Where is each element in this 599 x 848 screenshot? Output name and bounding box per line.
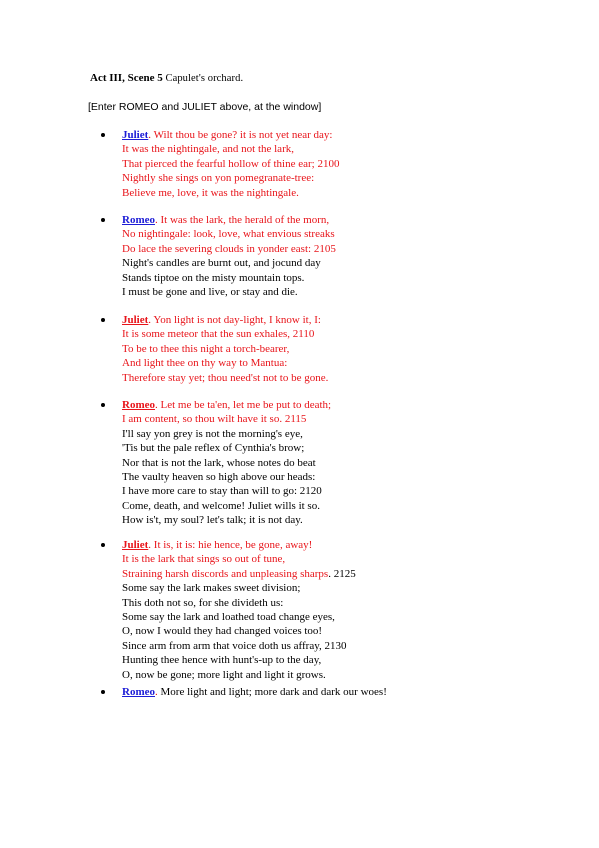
verse-line: I'll say yon grey is not the morning's eye,: [122, 427, 303, 440]
scene-location: Capulet's orchard.: [165, 73, 244, 84]
verse-line: Nor that is not the lark, whose notes do beat: [122, 456, 316, 469]
verse-line: Some say the lark makes sweet division;: [122, 582, 301, 595]
verse-line: It is the lark that sings so out of tune,: [122, 553, 286, 566]
speaker-period: .: [148, 539, 154, 551]
speaker-link[interactable]: Juliet: [122, 129, 149, 141]
verse-line: I must be gone and live, or stay and die.: [122, 286, 298, 299]
bullet-icon: [101, 133, 105, 137]
verse-line: I have more care to stay than will to go: 2120: [122, 485, 322, 498]
speech-romeo: [122, 398, 331, 528]
bullet-icon: [101, 543, 105, 547]
verse-line: Hunting thee hence with hunt's-up to the day,: [122, 654, 322, 667]
scene-heading: [90, 72, 243, 84]
verse-line: To be to thee this night a torch-bearer,: [122, 342, 290, 355]
speech-juliet: [122, 313, 328, 385]
speech-first-line: [122, 213, 336, 227]
speaker-period: .: [155, 686, 161, 698]
verse-line: Come, death, and welcome! Juliet wills it so.: [122, 499, 320, 512]
bullet-icon: [101, 218, 105, 222]
verse-line: O, now be gone; more light and light it grows.: [122, 668, 326, 681]
verse-line: Since arm from arm that voice doth us affray, 2130: [122, 639, 347, 652]
speaker-period: .: [155, 214, 161, 226]
bullet-icon: [101, 690, 105, 694]
speech-first-line: [122, 128, 339, 142]
speech-juliet: [122, 128, 339, 200]
speaker-period: .: [155, 399, 161, 411]
speaker-link[interactable]: Romeo: [122, 214, 155, 226]
speech-romeo: [122, 685, 387, 699]
verse-line: Nightly she sings on yon pomegranate-tree:: [122, 172, 315, 185]
verse-line-black-part: . 2125: [328, 567, 356, 580]
verse-line: [122, 567, 356, 581]
verse-line: The vaulty heaven so high above our heads:: [122, 471, 316, 484]
verse-line: O, now I would they had changed voices too!: [122, 625, 323, 638]
verse-line: It was the nightingale, and not the lark,: [122, 143, 294, 156]
speech-first-line: [122, 685, 387, 699]
speaker-link[interactable]: Romeo: [122, 399, 155, 411]
verse-text: It is, it is: hie hence, be gone, away!: [153, 539, 313, 551]
verse-line: No nightingale: look, love, what envious streaks: [122, 228, 335, 241]
speaker-link[interactable]: Juliet: [122, 539, 149, 551]
verse-line: I am content, so thou wilt have it so. 2115: [122, 413, 307, 426]
speech-first-line: [122, 313, 328, 327]
speech-first-line: [122, 398, 331, 412]
verse-text: It was the lark, the herald of the morn,: [160, 214, 330, 226]
verse-text: Yon light is not day-light, I know it, I:: [153, 314, 321, 326]
verse-line: Night's candles are burnt out, and jocund day: [122, 257, 321, 270]
speech-romeo: [122, 213, 336, 299]
verse-line: That pierced the fearful hollow of thine ear; 2100: [122, 157, 340, 170]
verse-line: Do lace the severing clouds in yonder east: 2105: [122, 242, 336, 255]
speaker-link[interactable]: Romeo: [122, 686, 155, 698]
verse-line-red-part: Straining harsh discords and unpleasing sharps: [122, 567, 329, 580]
verse-text: More light and light; more dark and dark our woes!: [160, 686, 387, 698]
speaker-link[interactable]: Juliet: [122, 314, 149, 326]
act-scene-label: Act III, Scene 5: [90, 72, 163, 84]
bullet-icon: [101, 403, 105, 407]
verse-line: Some say the lark and loathed toad change eyes,: [122, 611, 335, 624]
verse-text: Wilt thou be gone? it is not yet near day:: [153, 129, 333, 141]
speaker-period: .: [148, 314, 154, 326]
speech-juliet: [122, 538, 356, 682]
verse-line: Therefore stay yet; thou need'st not to be gone.: [122, 371, 329, 384]
verse-line: Believe me, love, it was the nightingale.: [122, 186, 299, 199]
speech-first-line: [122, 538, 356, 552]
verse-line: Stands tiptoe on the misty mountain tops.: [122, 271, 305, 284]
speaker-period: .: [148, 129, 154, 141]
verse-line: 'Tis but the pale reflex of Cynthia's brow;: [122, 442, 305, 455]
verse-line: How is't, my soul? let's talk; it is not day.: [122, 514, 303, 527]
verse-line: This doth not so, for she divideth us:: [122, 596, 284, 609]
verse-text: Let me be ta'en, let me be put to death;: [160, 399, 332, 411]
stage-direction: [Enter ROMEO and JULIET above, at the window]: [88, 101, 322, 113]
verse-line: And light thee on thy way to Mantua:: [122, 357, 288, 370]
bullet-icon: [101, 318, 105, 322]
verse-line: It is some meteor that the sun exhales, 2110: [122, 328, 315, 341]
